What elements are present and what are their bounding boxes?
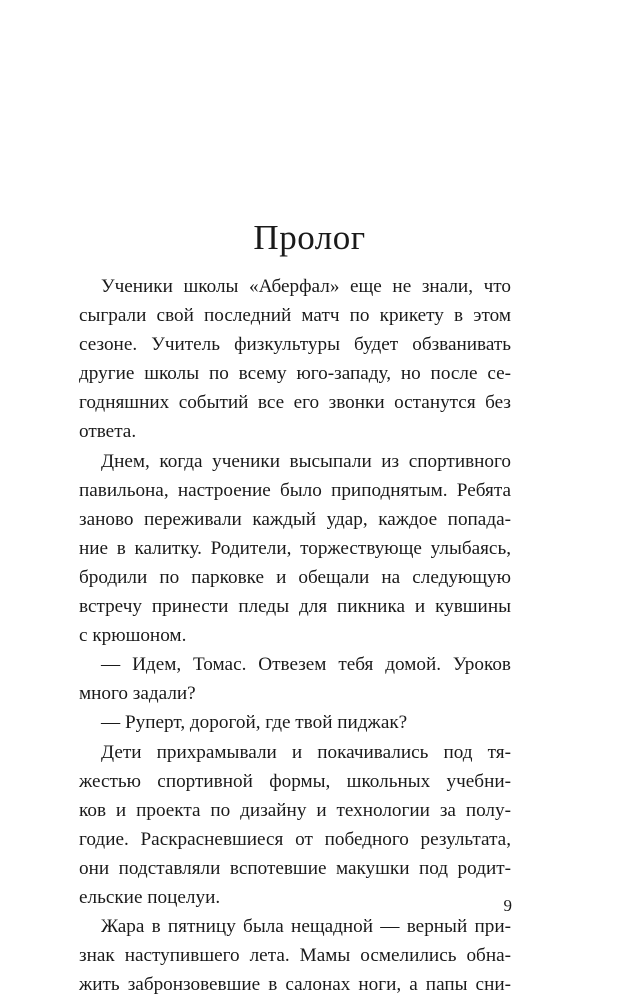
text-line: знак наступившего лета. Мамы осмелились обна- (79, 945, 511, 967)
text-line: заново переживали каждый удар, каждое попада- (79, 508, 511, 530)
chapter-title: Пролог (253, 218, 366, 257)
text-line: ельские поцелуи. (79, 886, 221, 908)
text-line: встречу принести пледы для пикника и кувшины (79, 596, 511, 618)
text-line: ние в калитку. Родители, торжествующе улыбаясь, (79, 537, 511, 559)
text-line: они подставляли вспотевшие макушки под родит- (79, 857, 511, 879)
text-line: Дети прихрамывали и покачивались под тя- (101, 741, 511, 763)
text-line: сезоне. Учитель физкультуры будет обзванивать (79, 334, 511, 356)
text-line: Днем, когда ученики высыпали из спортивного (101, 450, 511, 472)
text-line: другие школы по всему юго-западу, но после се- (79, 363, 511, 385)
text-line: — Идем, Томас. Отвезем тебя домой. Уроков (101, 654, 511, 676)
body-text (79, 272, 511, 999)
text-line: бродили по парковке и обещали на следующую (79, 566, 511, 588)
text-line: жить забронзовевшие в салонах ноги, а папы сни- (79, 974, 511, 996)
text-line: с крюшоном. (79, 625, 187, 647)
page-number: 9 (503, 896, 512, 915)
text-line: — Руперт, дорогой, где твой пиджак? (101, 712, 408, 734)
text-line: жестью спортивной формы, школьных учебни- (79, 770, 511, 792)
text-line: павильона, настроение было приподнятым. Ребята (79, 479, 511, 501)
text-line: сыграли свой последний матч по крикету в этом (79, 305, 511, 327)
text-line: ответа. (79, 421, 137, 443)
text-line: годняшних событий все его звонки останутся без (79, 392, 511, 414)
text-line: Ученики школы «Аберфал» еще не знали, что (101, 276, 511, 297)
text-line: годие. Раскрасневшиеся от победного результата, (79, 828, 511, 850)
text-line: ков и проекта по дизайну и технологии за полу- (79, 799, 511, 821)
text-line: Жара в пятницу была нещадной — верный при- (101, 916, 511, 938)
text-line: много задали? (79, 683, 196, 705)
